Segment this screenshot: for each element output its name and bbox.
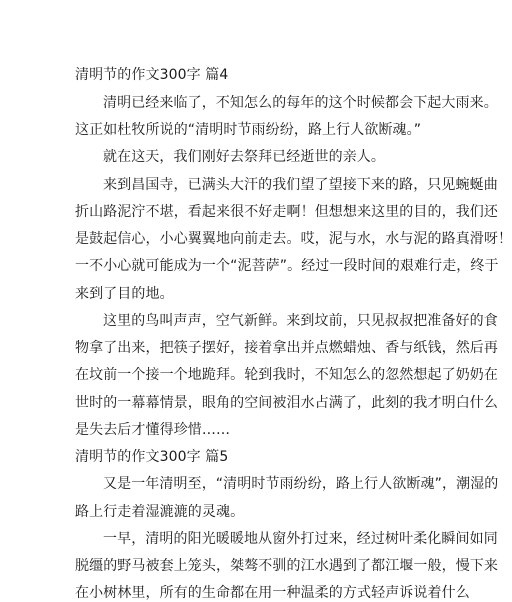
paragraph-line: 一早，清明的阳光暖暖地从窗外打过来，经过树叶柔化瞬间如同 xyxy=(103,531,498,547)
paragraph-line: 世时的一幕幕情景，眼角的空间被泪水占满了，此刻的我才明白什么 xyxy=(75,395,498,411)
paragraph-line: 这里的鸟叫声声，空气新鲜。来到坟前，只见叔叔把准备好的食 xyxy=(103,313,498,329)
paragraph-line: 又是一年清明至，“清明时节雨纷纷，路上行人欲断魂”，潮湿的 xyxy=(103,476,499,492)
paragraph-line: 折山路泥泞不堪，看起来很不好走啊！但想想来这里的目的，我们还 xyxy=(75,204,498,220)
paragraph-line: 是失去后才懂得珍惜…… xyxy=(75,422,231,438)
paragraph-line: 在小树林里，所有的生命都在用一种温柔的方式轻声诉说着什么 xyxy=(75,585,470,601)
paragraph-line: 路上行走着湿漉漉的灵魂。 xyxy=(75,504,245,520)
section-heading: 清明节的作文300字 篇5 xyxy=(75,449,229,465)
paragraph-line: 来到昌国寺，已满头大汗的我们望了望接下来的路，只见蜿蜒曲 xyxy=(103,177,498,193)
paragraph-line: 在坟前一个接一个地跪拜。轮到我时，不知怎么的忽然想起了奶奶在 xyxy=(75,367,498,383)
paragraph-line: 来到了目的地。 xyxy=(75,286,174,302)
paragraph-line: 脱缰的野马被套上笼头，桀骜不驯的江水遇到了都江堰一般，慢下来 xyxy=(75,558,498,574)
paragraph-line: 物拿了出来，把筷子摆好，接着拿出并点燃蜡烛、香与纸钱，然后再 xyxy=(75,340,498,356)
section-heading: 清明节的作文300字 篇4 xyxy=(75,67,229,83)
paragraph-line: 这正如杜牧所说的“清明时节雨纷纷，路上行人欲断魂。” xyxy=(75,122,422,138)
paragraph-line: 是鼓起信心，小心翼翼地向前走去。哎，泥与水，水与泥的路真滑呀！ xyxy=(75,231,512,247)
paragraph-line: 就在这天，我们刚好去祭拜已经逝世的亲人。 xyxy=(103,149,385,165)
paragraph-line: 一不小心就可能成为一个“泥菩萨”。经过一段时间的艰难行走，终于 xyxy=(75,258,499,274)
paragraph-line: 清明已经来临了，不知怎么的每年的这个时候都会下起大雨来。 xyxy=(103,95,498,111)
